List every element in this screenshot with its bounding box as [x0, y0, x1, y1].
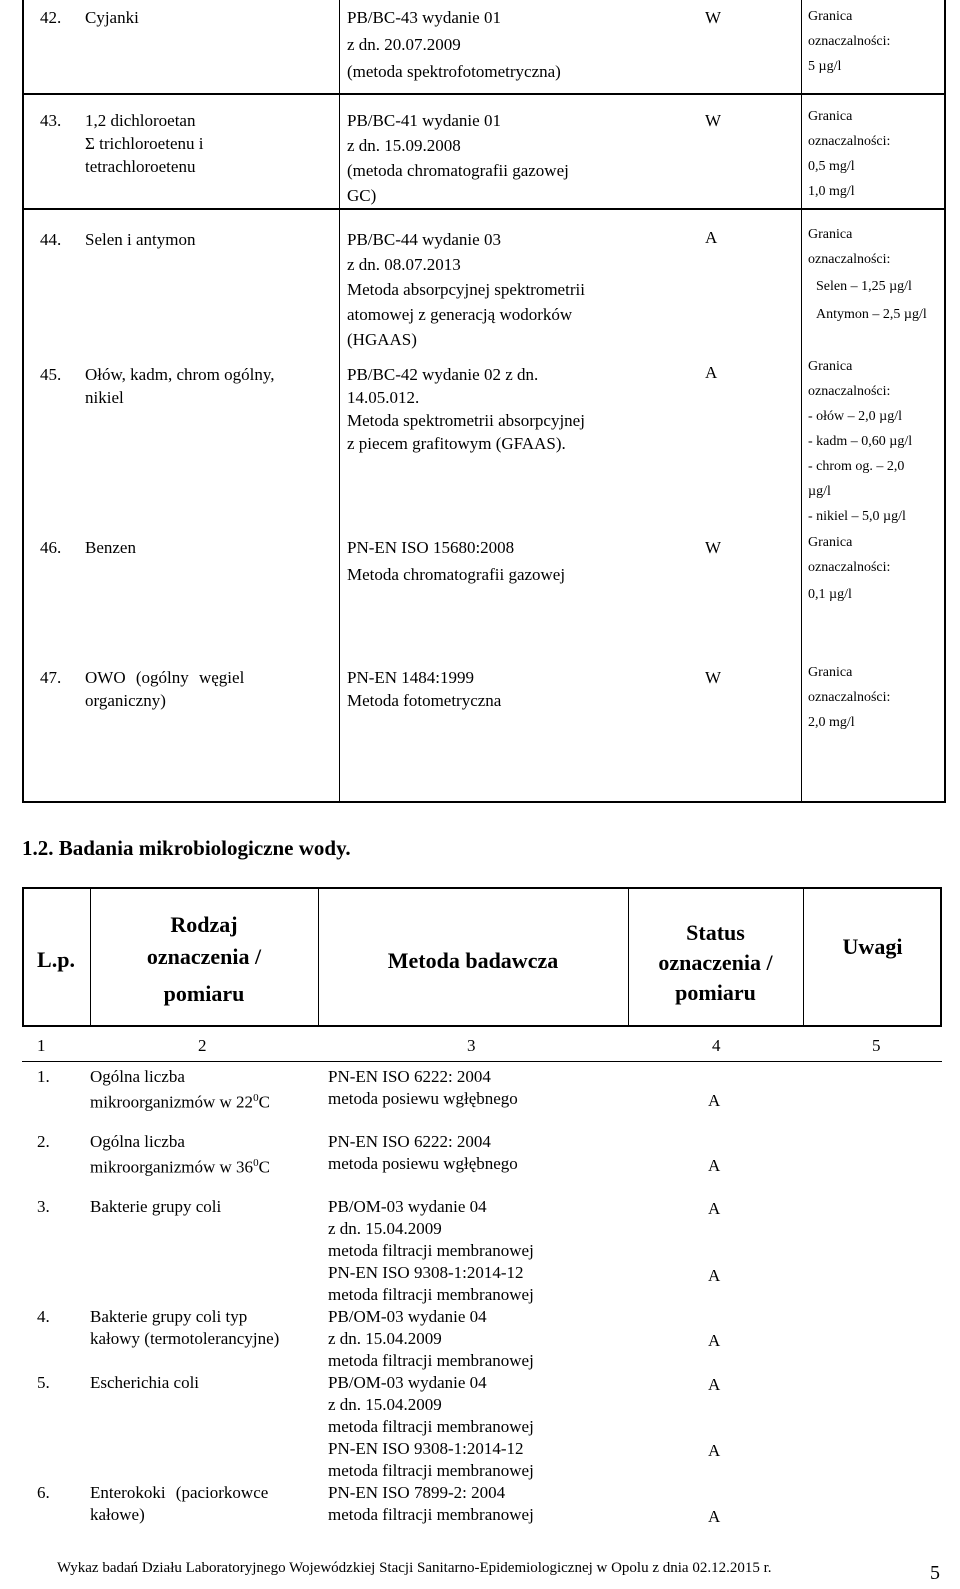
name-text: C	[258, 1092, 270, 1112]
header-status-line: Status	[686, 920, 745, 945]
header-metoda: Metoda badawcza	[387, 948, 559, 973]
row-status: A	[708, 1266, 721, 1285]
row-notes: Granica	[808, 227, 853, 242]
row-name: Ogólna liczba	[90, 1067, 185, 1086]
row-method: Metoda chromatografii gazowej	[347, 565, 566, 584]
row-number: 2.	[37, 1132, 50, 1151]
row-status: A	[705, 363, 718, 382]
row-name: Selen i antymon	[85, 230, 196, 249]
row-notes: Granica	[808, 665, 853, 680]
row-notes: µg/l	[808, 484, 831, 499]
row-method: atomowej z generacją wodorków	[347, 305, 573, 324]
column-number-divider	[22, 1061, 942, 1062]
row-method: PB/BC-44 wydanie 03	[347, 230, 501, 249]
row-number: 42.	[40, 8, 62, 27]
row-number: 44.	[40, 230, 62, 249]
row-notes: Granica	[808, 535, 853, 550]
row-method: PN-EN ISO 6222: 2004	[328, 1132, 491, 1151]
row-status: W	[705, 538, 722, 557]
row-method: PN-EN ISO 9308-1:2014-12	[328, 1439, 524, 1458]
row-name: OWO (ogólny węgiel	[85, 668, 245, 687]
top-table-divider	[339, 0, 340, 803]
row-method: PB/OM-03 wydanie 04	[328, 1307, 487, 1326]
row-notes: oznaczalności:	[808, 384, 891, 399]
row-notes: 0,1 µg/l	[808, 587, 852, 602]
row-number: 3.	[37, 1197, 50, 1216]
row-name: Escherichia coli	[90, 1373, 200, 1392]
row-notes: Granica	[808, 359, 853, 374]
row-status: W	[705, 668, 722, 687]
header-rodzaj	[90, 910, 318, 1009]
row-name	[90, 1152, 270, 1179]
row-notes: - nikiel – 5,0 µg/l	[808, 509, 906, 524]
row-name: kałowy (termotolerancyjne)	[90, 1329, 280, 1348]
row-method: z dn. 08.07.2013	[347, 255, 461, 274]
header-rodzaj-line: Rodzaj	[170, 912, 238, 937]
row-notes: 0,5 mg/l	[808, 159, 855, 174]
row-method: Metoda absorpcyjnej spektrometrii	[347, 280, 585, 299]
row-status: A	[708, 1199, 721, 1218]
row-name: tetrachloroetenu	[85, 157, 196, 176]
header-rodzaj-line: pomiaru	[163, 981, 245, 1006]
header-status	[628, 918, 803, 1008]
row-method: metoda posiewu wgłębnego	[328, 1089, 518, 1108]
row-method: metoda filtracji membranowej	[328, 1417, 534, 1436]
row-method: PB/OM-03 wydanie 04	[328, 1373, 487, 1392]
row-status: A	[708, 1331, 721, 1350]
column-number: 5	[872, 1036, 881, 1055]
row-notes: Granica	[808, 109, 853, 124]
row-status: A	[708, 1156, 721, 1175]
header-rodzaj-line: oznaczenia /	[146, 944, 262, 969]
row-notes: 5 µg/l	[808, 59, 842, 74]
column-number: 4	[712, 1036, 721, 1055]
row-method: metoda filtracji membranowej	[328, 1505, 534, 1524]
column-number: 1	[37, 1036, 46, 1055]
row-method: (metoda spektrofotometryczna)	[347, 62, 561, 81]
row-number: 47.	[40, 668, 62, 687]
row-number: 43.	[40, 111, 62, 130]
row-status: A	[708, 1375, 721, 1394]
superscript: 0	[253, 1092, 259, 1104]
row-notes: 1,0 mg/l	[808, 184, 855, 199]
row-method: PB/OM-03 wydanie 04	[328, 1197, 487, 1216]
row-method: metoda filtracji membranowej	[328, 1461, 534, 1480]
row-method: z dn. 15.09.2008	[347, 136, 461, 155]
header-status-line: oznaczenia /	[658, 950, 773, 975]
row-method: (metoda chromatografii gazowej	[347, 161, 569, 180]
top-table-row-divider	[22, 93, 946, 95]
row-method: z dn. 15.04.2009	[328, 1395, 442, 1414]
row-method: metoda filtracji membranowej	[328, 1241, 534, 1260]
row-method: PN-EN ISO 15680:2008	[347, 538, 515, 557]
row-number: 1.	[37, 1067, 50, 1086]
row-number: 46.	[40, 538, 62, 557]
header-uwagi: Uwagi	[842, 934, 903, 959]
row-notes: oznaczalności:	[808, 252, 891, 267]
page-number: 5	[930, 1562, 940, 1584]
row-method: metoda filtracji membranowej	[328, 1285, 534, 1304]
row-method: PN-EN ISO 9308-1:2014-12	[328, 1263, 524, 1282]
row-status: W	[705, 8, 722, 27]
row-notes: oznaczalności:	[808, 34, 891, 49]
row-method: Metoda spektrometrii absorpcyjnej	[347, 411, 585, 430]
superscript: 0	[253, 1157, 259, 1169]
row-status: A	[708, 1091, 721, 1110]
column-number: 3	[467, 1036, 476, 1055]
row-name: Ogólna liczba	[90, 1132, 185, 1151]
row-status: W	[705, 111, 722, 130]
top-table-divider	[801, 0, 802, 803]
row-name: Bakterie grupy coli	[90, 1197, 222, 1216]
name-text: mikroorganizmów w 36	[90, 1157, 254, 1177]
row-method: z dn. 15.04.2009	[328, 1329, 442, 1348]
row-number: 6.	[37, 1483, 50, 1502]
column-number: 2	[198, 1036, 207, 1055]
row-method: z dn. 20.07.2009	[347, 35, 461, 54]
row-name: Ołów, kadm, chrom ogólny,	[85, 365, 275, 384]
row-number: 5.	[37, 1373, 50, 1392]
row-notes: - kadm – 0,60 µg/l	[808, 434, 913, 449]
row-method: PB/BC-42 wydanie 02 z dn.	[347, 365, 539, 384]
row-notes: oznaczalności:	[808, 690, 891, 705]
row-method: (HGAAS)	[347, 330, 417, 349]
row-name: Enterokoki (paciorkowce	[90, 1483, 269, 1502]
row-method: Metoda fotometryczna	[347, 691, 502, 710]
row-name: organiczny)	[85, 691, 166, 710]
row-method: metoda posiewu wgłębnego	[328, 1154, 518, 1173]
row-notes: 2,0 mg/l	[808, 715, 855, 730]
row-notes: oznaczalności:	[808, 560, 891, 575]
row-name: 1,2 dichloroetan	[85, 111, 196, 130]
row-name: nikiel	[85, 388, 124, 407]
row-method: GC)	[347, 186, 377, 205]
row-number: 4.	[37, 1307, 50, 1326]
row-notes: - chrom og. – 2,0	[808, 459, 905, 474]
name-text: mikroorganizmów w 22	[90, 1092, 254, 1112]
row-name: kałowe)	[90, 1505, 145, 1524]
row-method: 14.05.012.	[347, 388, 420, 407]
row-method: PN-EN 1484:1999	[347, 668, 475, 687]
row-method: PB/BC-41 wydanie 01	[347, 111, 501, 130]
row-name: Cyjanki	[85, 8, 139, 27]
row-status: A	[708, 1507, 721, 1526]
row-method: z dn. 15.04.2009	[328, 1219, 442, 1238]
header-lp: L.p.	[37, 947, 75, 972]
row-notes: - ołów – 2,0 µg/l	[808, 409, 903, 424]
row-name: Bakterie grupy coli typ	[90, 1307, 248, 1326]
row-notes: oznaczalności:	[808, 134, 891, 149]
row-method: z piecem grafitowym (GFAAS).	[347, 434, 566, 453]
page-footer: Wykaz badań Działu Laboratoryjnego Wojewódzkiej Stacji Sanitarno-Epidemiologicznej w Opolu z dnia 02.12.2015 r.	[57, 1560, 772, 1576]
row-method: PB/BC-43 wydanie 01	[347, 8, 501, 27]
row-name: Benzen	[85, 538, 136, 557]
section-title: 1.2. Badania mikrobiologiczne wody.	[22, 836, 351, 860]
row-number: 45.	[40, 365, 62, 384]
top-table-row-divider	[22, 208, 946, 210]
row-method: metoda filtracji membranowej	[328, 1351, 534, 1370]
row-name	[90, 1087, 270, 1114]
row-notes: Granica	[808, 9, 853, 24]
row-status: A	[708, 1441, 721, 1460]
name-text: C	[258, 1157, 270, 1177]
row-status: A	[705, 228, 718, 247]
row-name: Σ trichloroetenu i	[85, 134, 204, 153]
row-method: PN-EN ISO 7899-2: 2004	[328, 1483, 506, 1502]
row-notes: Antymon – 2,5 µg/l	[816, 307, 927, 322]
row-method: PN-EN ISO 6222: 2004	[328, 1067, 491, 1086]
header-status-line: pomiaru	[675, 980, 756, 1005]
row-notes: Selen – 1,25 µg/l	[816, 279, 912, 294]
